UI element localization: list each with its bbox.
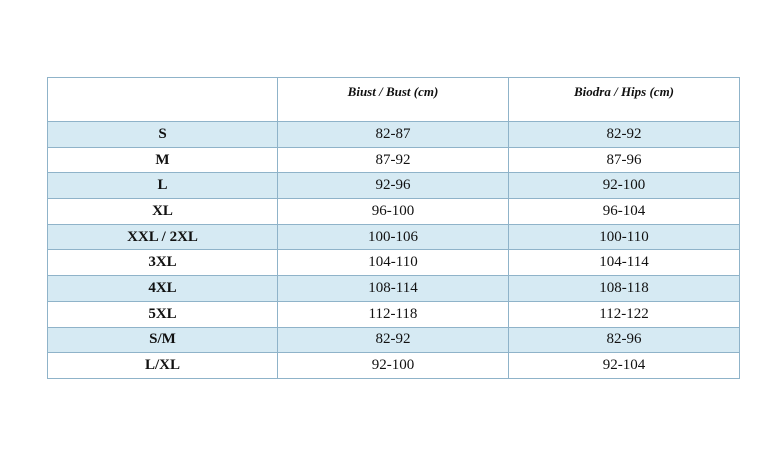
size-cell: XL bbox=[48, 199, 278, 225]
table-row bbox=[48, 199, 740, 225]
bust-cell: 92-96 bbox=[278, 173, 509, 199]
hips-cell: 92-100 bbox=[509, 173, 740, 199]
hips-cell: 87-96 bbox=[509, 147, 740, 173]
header-bust: Biust / Bust (cm) bbox=[278, 78, 509, 122]
table-row bbox=[48, 327, 740, 353]
size-cell: L bbox=[48, 173, 278, 199]
size-cell: 3XL bbox=[48, 250, 278, 276]
bust-cell: 100-106 bbox=[278, 224, 509, 250]
table-header-row bbox=[48, 78, 740, 122]
size-cell: M bbox=[48, 147, 278, 173]
table-row bbox=[48, 250, 740, 276]
size-cell: 5XL bbox=[48, 301, 278, 327]
header-size bbox=[48, 78, 278, 122]
hips-cell: 100-110 bbox=[509, 224, 740, 250]
header-hips: Biodra / Hips (cm) bbox=[509, 78, 740, 122]
bust-cell: 104-110 bbox=[278, 250, 509, 276]
size-cell: XXL / 2XL bbox=[48, 224, 278, 250]
bust-cell: 82-92 bbox=[278, 327, 509, 353]
size-cell: L/XL bbox=[48, 353, 278, 379]
bust-cell: 112-118 bbox=[278, 301, 509, 327]
hips-cell: 104-114 bbox=[509, 250, 740, 276]
size-cell: S bbox=[48, 122, 278, 148]
table-row bbox=[48, 301, 740, 327]
hips-cell: 82-92 bbox=[509, 122, 740, 148]
bust-cell: 87-92 bbox=[278, 147, 509, 173]
table-row bbox=[48, 224, 740, 250]
hips-cell: 96-104 bbox=[509, 199, 740, 225]
bust-cell: 82-87 bbox=[278, 122, 509, 148]
hips-cell: 92-104 bbox=[509, 353, 740, 379]
size-chart-table bbox=[47, 77, 740, 379]
hips-cell: 82-96 bbox=[509, 327, 740, 353]
table-row bbox=[48, 173, 740, 199]
bust-cell: 92-100 bbox=[278, 353, 509, 379]
hips-cell: 108-118 bbox=[509, 276, 740, 302]
hips-cell: 112-122 bbox=[509, 301, 740, 327]
size-cell: 4XL bbox=[48, 276, 278, 302]
bust-cell: 96-100 bbox=[278, 199, 509, 225]
table-row bbox=[48, 353, 740, 379]
bust-cell: 108-114 bbox=[278, 276, 509, 302]
size-cell: S/M bbox=[48, 327, 278, 353]
table-row bbox=[48, 147, 740, 173]
table-row bbox=[48, 276, 740, 302]
table-row bbox=[48, 122, 740, 148]
